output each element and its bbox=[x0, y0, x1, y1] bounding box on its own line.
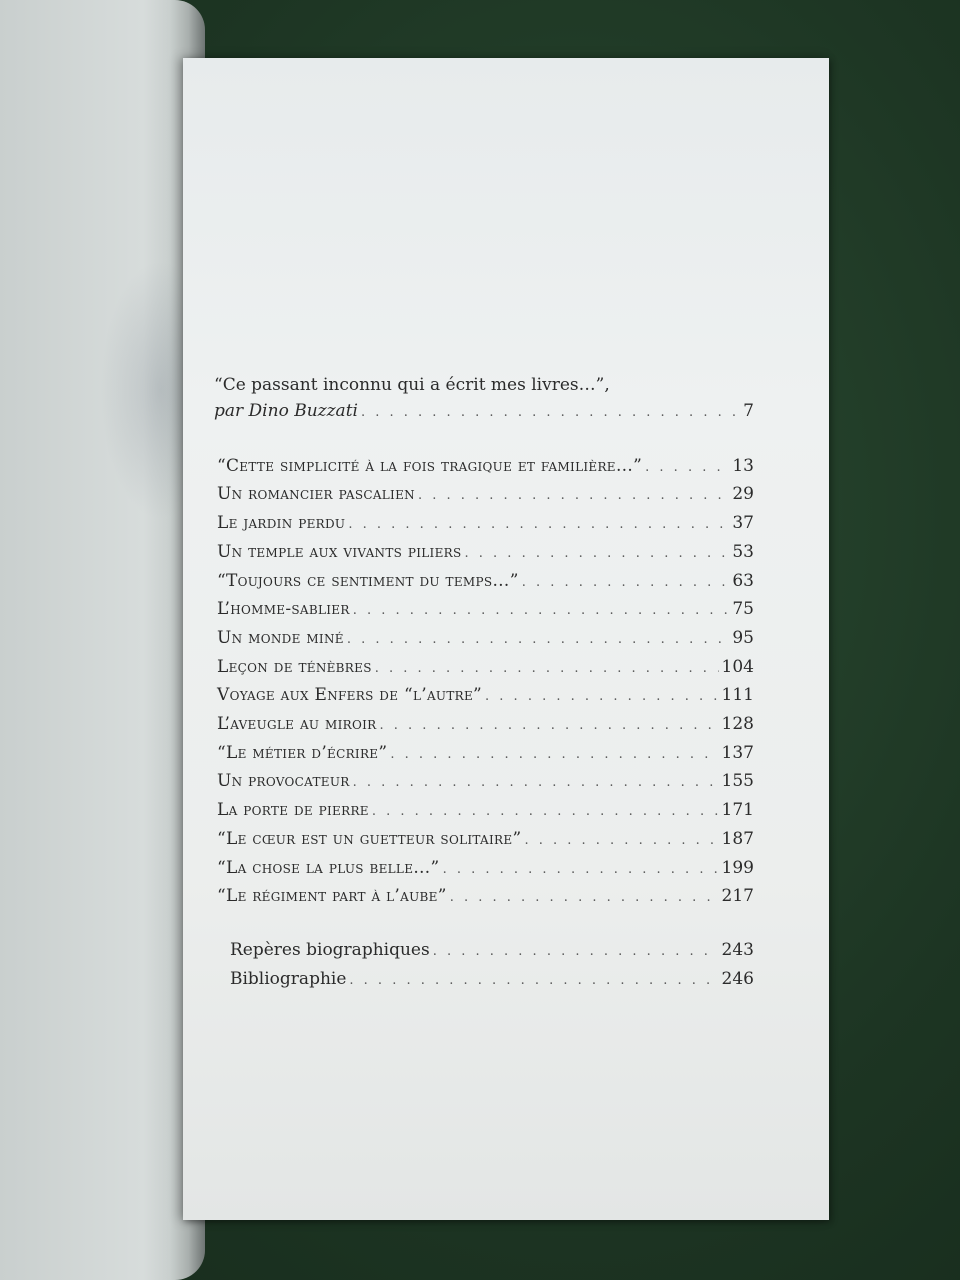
entry-title: Voyage aux Enfers de “l’autre” bbox=[217, 685, 483, 706]
dot-leader bbox=[375, 656, 719, 683]
entry-title: “Toujours ce sentiment du temps…” bbox=[217, 570, 519, 591]
toc-entry bbox=[214, 510, 754, 539]
table-of-contents bbox=[214, 372, 754, 994]
toc-entry bbox=[214, 453, 754, 482]
dot-leader bbox=[465, 541, 730, 568]
toc-entry bbox=[214, 883, 754, 912]
dot-leader bbox=[443, 857, 719, 884]
dot-leader bbox=[524, 828, 718, 855]
page-number: 7 bbox=[743, 401, 754, 421]
page-number: 187 bbox=[721, 828, 754, 849]
page-number: 37 bbox=[732, 513, 754, 534]
page-number: 171 bbox=[721, 800, 754, 821]
entry-title: Bibliographie bbox=[230, 968, 347, 989]
dot-leader bbox=[347, 627, 730, 654]
page-number: 128 bbox=[721, 714, 754, 735]
page-number: 63 bbox=[732, 570, 754, 591]
entry-title: “La chose la plus belle…” bbox=[217, 857, 440, 878]
dot-leader bbox=[348, 512, 729, 539]
entry-title: La porte de pierre bbox=[217, 800, 369, 821]
page-number: 246 bbox=[721, 968, 754, 989]
page-number: 29 bbox=[732, 484, 754, 505]
entry-title: “Le régiment part à l’aube” bbox=[217, 886, 447, 907]
page-number: 13 bbox=[732, 455, 754, 476]
toc-chapters bbox=[214, 453, 754, 912]
dot-leader bbox=[450, 885, 719, 912]
entry-title: “Le cœur est un guetteur solitaire” bbox=[217, 828, 522, 849]
entry-title: “Cette simplicité à la fois tragique et familière…” bbox=[217, 455, 643, 476]
page-number: 137 bbox=[721, 742, 754, 763]
toc-entry bbox=[214, 596, 754, 625]
toc-entry bbox=[214, 711, 754, 740]
dot-leader bbox=[645, 455, 729, 482]
toc-entry bbox=[214, 682, 754, 711]
dot-leader bbox=[353, 770, 719, 797]
page-number: 217 bbox=[721, 886, 754, 907]
toc-entry bbox=[214, 625, 754, 654]
dot-leader bbox=[418, 483, 729, 510]
dot-leader bbox=[522, 570, 730, 597]
entry-title: Un provocateur bbox=[217, 771, 350, 792]
toc-entry bbox=[214, 539, 754, 568]
entry-title: Leçon de ténèbres bbox=[217, 656, 372, 677]
page-number: 95 bbox=[732, 627, 754, 648]
page-number: 199 bbox=[721, 857, 754, 878]
page-number: 111 bbox=[721, 685, 754, 706]
entry-title: “Le métier d’écrire” bbox=[217, 742, 388, 763]
intro-author: par Dino Buzzati bbox=[214, 401, 358, 421]
dot-leader bbox=[380, 713, 719, 740]
dot-leader bbox=[485, 684, 719, 711]
toc-entry bbox=[214, 826, 754, 855]
page-number: 53 bbox=[732, 541, 754, 562]
toc-entry bbox=[214, 855, 754, 884]
toc-intro bbox=[214, 372, 754, 427]
entry-title: L’aveugle au miroir bbox=[217, 714, 377, 735]
entry-title: Repères biographiques bbox=[230, 939, 430, 960]
toc-entry bbox=[214, 966, 754, 995]
toc-entry bbox=[214, 568, 754, 597]
page-number: 104 bbox=[721, 656, 754, 677]
toc-entry bbox=[214, 797, 754, 826]
page-number: 75 bbox=[732, 599, 754, 620]
intro-title: “Ce passant inconnu qui a écrit mes livres…”, bbox=[214, 375, 610, 395]
left-page bbox=[0, 0, 205, 1280]
toc-entry bbox=[214, 768, 754, 797]
entry-title: Un monde miné bbox=[217, 627, 344, 648]
toc-entry bbox=[214, 740, 754, 769]
toc-entry bbox=[214, 398, 754, 427]
entry-title: Un romancier pascalien bbox=[217, 484, 415, 505]
entry-title: L’homme-sablier bbox=[217, 599, 350, 620]
toc-entry bbox=[214, 481, 754, 510]
dot-leader bbox=[361, 400, 740, 427]
dot-leader bbox=[390, 742, 718, 769]
page-number: 155 bbox=[721, 771, 754, 792]
toc-entry bbox=[214, 654, 754, 683]
dot-leader bbox=[353, 598, 730, 625]
page-number: 243 bbox=[721, 939, 754, 960]
toc-back-matter bbox=[214, 937, 754, 994]
dot-leader bbox=[372, 799, 719, 826]
entry-title: Le jardin perdu bbox=[217, 513, 346, 534]
entry-title: Un temple aux vivants piliers bbox=[217, 541, 462, 562]
toc-entry bbox=[214, 937, 754, 966]
dot-leader bbox=[349, 968, 718, 995]
dot-leader bbox=[433, 939, 719, 966]
